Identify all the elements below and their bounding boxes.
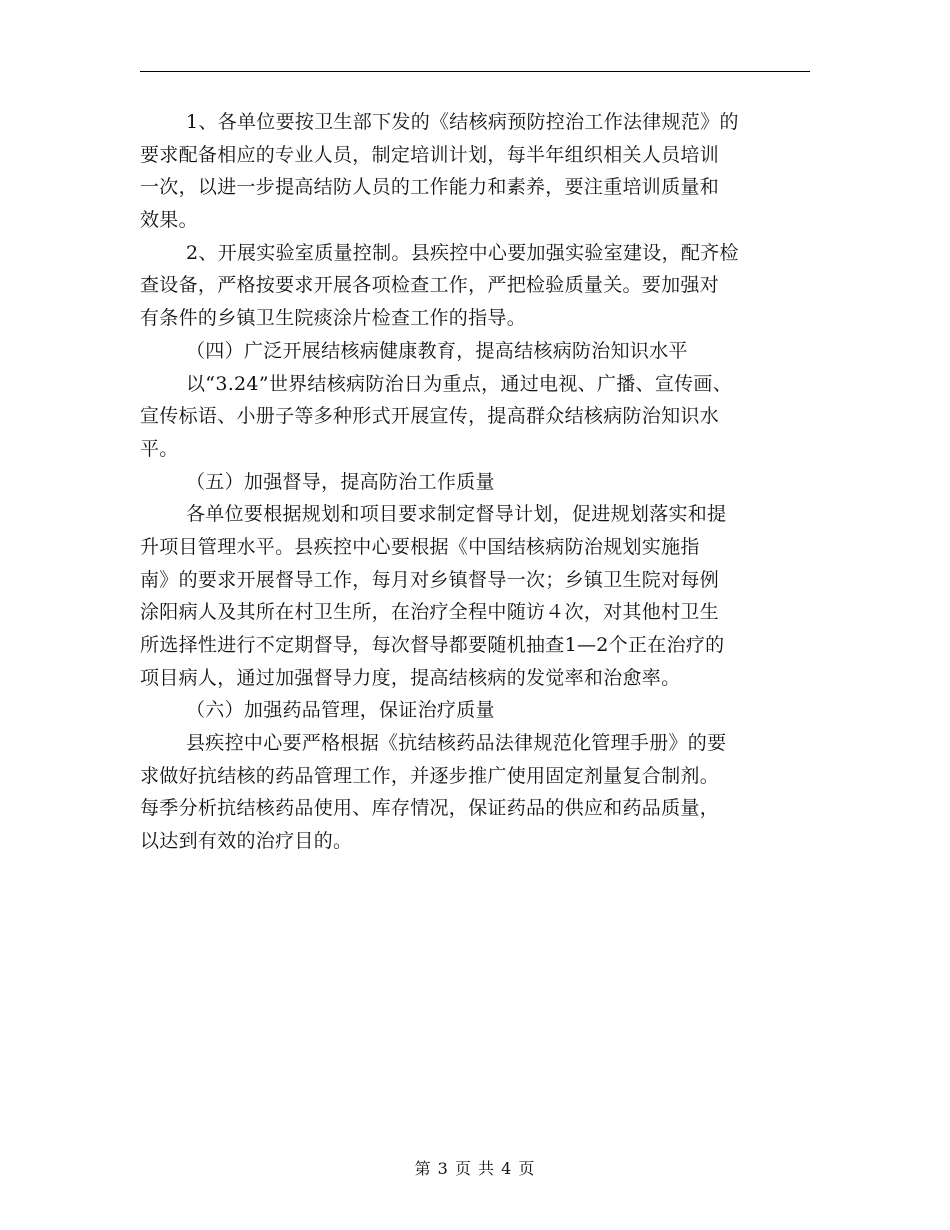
- text-line: 各单位要根据规划和项目要求制定督导计划，促进规划落实和提: [186, 503, 727, 526]
- paragraph: [140, 335, 812, 368]
- text-line: 求做好抗结核的药品管理工作，并逐步推广使用固定剂量复合制剂。: [140, 764, 720, 787]
- text-line: 2、开展实验室质量控制。县疾控中心要加强实验室建设，配齐检: [186, 241, 739, 264]
- paragraph: [140, 368, 812, 466]
- text-line: 以达到有效的治疗目的。: [140, 830, 353, 853]
- paragraph: [140, 237, 812, 335]
- text-line: 以“3.24”世界结核病防治日为重点，通过电视、广播、宣传画、: [186, 372, 733, 395]
- text-line: 县疾控中心要严格根据《抗结核药品法律规范化管理手册》的要: [186, 732, 727, 755]
- text-line: 平。: [140, 437, 179, 460]
- text-line: 项目病人，通过加强督导力度，提高结核病的发觉率和治愈率。: [140, 666, 681, 689]
- paragraph: [140, 727, 812, 858]
- text-line: 有条件的乡镇卫生院痰涂片检查工作的指导。: [140, 307, 527, 330]
- text-line: （六）加强药品管理，保证治疗质量: [186, 699, 495, 722]
- paragraph: [140, 466, 812, 499]
- paragraph: [140, 498, 812, 694]
- text-line: （四）广泛开展结核病健康教育，提高结核病防治知识水平: [186, 339, 688, 362]
- text-line: 效果。: [140, 209, 198, 232]
- text-line: 升项目管理水平。县疾控中心要根据《中国结核病防治规划实施指: [140, 535, 700, 558]
- text-line: 南》的要求开展督导工作，每月对乡镇督导一次；乡镇卫生院对每例: [140, 568, 720, 591]
- text-line: 查设备，严格按要求开展各项检查工作，严把检验质量关。要加强对: [140, 274, 720, 297]
- paragraph: [140, 694, 812, 727]
- text-line: 宣传标语、小册子等多种形式开展宣传，提高群众结核病防治知识水: [140, 405, 720, 428]
- text-line: 涂阳病人及其所在村卫生所，在治疗全程中随访４次，对其他村卫生: [140, 601, 720, 624]
- document-body: [140, 106, 812, 858]
- text-line: 1、各单位要按卫生部下发的《结核病预防控治工作法律规范》的: [186, 111, 739, 133]
- header-rule: [140, 71, 810, 72]
- text-line: 所选择性进行不定期督导，每次督导都要随机抽查1—2个正在治疗的: [140, 634, 725, 656]
- text-line: （五）加强督导，提高防治工作质量: [186, 470, 495, 493]
- page-footer: 第 3 页 共 4 页: [414, 1159, 536, 1178]
- text-line: 每季分析抗结核药品使用、库存情况，保证药品的供应和药品质量，: [140, 797, 720, 820]
- text-line: 要求配备相应的专业人员，制定培训计划，每半年组织相关人员培训: [140, 143, 720, 166]
- text-line: 一次，以进一步提高结防人员的工作能力和素养，要注重培训质量和: [140, 176, 720, 199]
- paragraph: [140, 106, 812, 237]
